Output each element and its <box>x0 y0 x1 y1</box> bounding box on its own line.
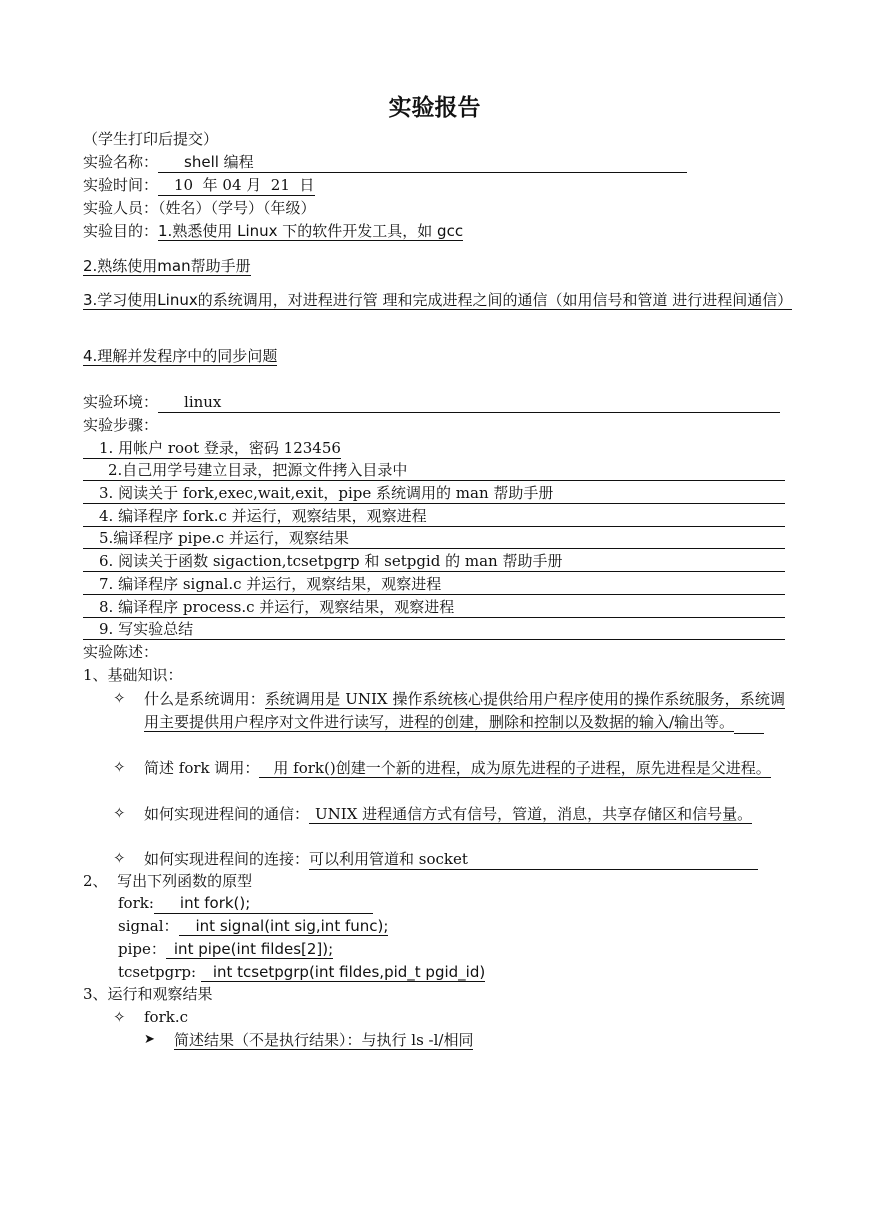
step-item-7: 7. 编译程序 signal.c 并运行，观察结果，观察进程 <box>83 574 785 595</box>
step-item-5: 5.编译程序 pipe.c 并运行，观察结果 <box>83 528 785 549</box>
proto-fork <box>118 893 373 914</box>
exp-goal-label: 实验目的： <box>83 222 159 240</box>
q2-answer: 用 fork()创建一个新的进程，成为原先进程的子进程，原先进程是父进程。 <box>259 759 770 778</box>
q1-label: 什么是系统调用： <box>144 690 265 708</box>
subtitle: （学生打印后提交） <box>83 130 219 148</box>
step-item-2: 2.自己用学号建立目录，把源文件拷入目录中 <box>83 460 785 481</box>
step-item-1-text: 1. 用帐户 root 登录，密码 123456 <box>83 438 341 459</box>
proto-fork-name: fork: <box>118 894 154 912</box>
q1-answer: 系统调用是 UNIX 操作系统核心提供给用户程序使用的操作系统服务，系统调用主要提供用户程序对文件进行读写，进程的创建，删除和控制以及数据的输入/输出等。 <box>144 690 785 731</box>
exp-goal-item-2 <box>83 256 251 276</box>
proto-pipe-name: pipe： <box>118 940 166 958</box>
steps-label: 实验步骤： <box>83 416 159 434</box>
exp-name-value: shell 编程 <box>158 152 687 173</box>
diamond-outline-icon: ✧ <box>113 1008 126 1026</box>
section-2-heading: 2、 写出下列函数的原型 <box>83 872 253 890</box>
proto-pipe <box>118 939 333 959</box>
section-1-heading: 1、基础知识： <box>83 666 183 684</box>
q1-fill-line <box>734 716 764 734</box>
proto-pipe-sig: int pipe(int fildes[2]); <box>166 940 333 959</box>
step-item-4: 4. 编译程序 fork.c 并运行，观察结果，观察进程 <box>83 506 785 527</box>
diamond-outline-icon: ✧ <box>113 849 126 867</box>
q1-block <box>144 688 785 734</box>
q3-block <box>144 803 785 826</box>
exp-goal-item-4 <box>83 346 277 366</box>
exp-goal-item-1: 1.熟悉使用 Linux 下的软件开发工具，如 gcc <box>158 222 464 240</box>
q4-label: 如何实现进程间的连接： <box>144 850 310 868</box>
exp-env-value: linux <box>158 392 780 413</box>
section-3-heading: 3、运行和观察结果 <box>83 985 213 1003</box>
proto-tcsetpgrp-name: tcsetpgrp: <box>118 963 197 981</box>
step-item-9: 9. 写实验总结 <box>83 619 785 640</box>
arrowhead-icon: ➤ <box>144 1032 155 1047</box>
page-title: 实验报告 <box>388 94 481 121</box>
exp-time-value: 10 年 04 月 21 日 <box>158 175 315 196</box>
statement-label: 实验陈述： <box>83 643 159 661</box>
exp-people-row <box>83 198 316 218</box>
diamond-outline-icon: ✧ <box>113 758 126 776</box>
exp-goal-item-2-text: 2.熟练使用man帮助手册 <box>83 257 251 275</box>
q4-block <box>144 848 785 871</box>
sub1-item <box>174 1030 473 1050</box>
exp-env-row <box>83 392 780 413</box>
q4-answer: 可以利用管道和 socket <box>309 849 758 870</box>
step-item-3: 3. 阅读关于 fork,exec,wait,exit，pipe 系统调用的 man 帮助手册 <box>83 483 785 504</box>
exp-goal-item-3-text: 3.学习使用Linux的系统调用，对进程进行管 理和完成进程之间的通信（如用信号和管道 进行进程间通信） <box>83 291 793 309</box>
exp-env-label: 实验环境： <box>83 393 159 411</box>
diamond-outline-icon: ✧ <box>113 804 126 822</box>
exp-goal-item-4-text: 4.理解并发程序中的同步问题 <box>83 347 278 365</box>
exp-people-label: 实验人员： <box>83 199 159 217</box>
q3-label: 如何实现进程间的通信： <box>144 805 310 823</box>
q2-block <box>144 757 785 780</box>
exp-time-label: 实验时间： <box>83 176 159 194</box>
proto-signal-name: signal： <box>118 917 179 935</box>
proto-signal <box>118 916 388 936</box>
exp-time-row <box>83 175 315 196</box>
step-item-8: 8. 编译程序 process.c 并运行，观察结果，观察进程 <box>83 597 785 618</box>
proto-tcsetpgrp-sig: int tcsetpgrp(int fildes,pid_t pgid_id) <box>201 963 485 982</box>
proto-fork-sig: int fork(); <box>154 893 373 914</box>
step-item-6: 6. 阅读关于函数 sigaction,tcsetpgrp 和 setpgid 的 man 帮助手册 <box>83 551 785 572</box>
exp-name-label: 实验名称： <box>83 153 159 171</box>
exp-people-value: （姓名）（学号）（年级） <box>158 199 316 217</box>
exp-name-row <box>83 152 687 173</box>
sub1-label: fork.c <box>144 1008 189 1026</box>
diamond-outline-icon: ✧ <box>113 689 126 707</box>
sub1-item-text: 简述结果（不是执行结果）：与执行 ls -l/相同 <box>174 1031 474 1049</box>
exp-goal-row <box>83 221 463 241</box>
proto-tcsetpgrp <box>118 962 485 982</box>
exp-goal-item-3 <box>83 289 793 311</box>
step-item-1 <box>83 438 341 459</box>
q3-answer: UNIX 进程通信方式有信号，管道，消息，共享存储区和信号量。 <box>309 805 752 824</box>
q2-label: 简述 fork 调用： <box>144 759 260 777</box>
proto-signal-sig: int signal(int sig,int func); <box>179 917 389 936</box>
